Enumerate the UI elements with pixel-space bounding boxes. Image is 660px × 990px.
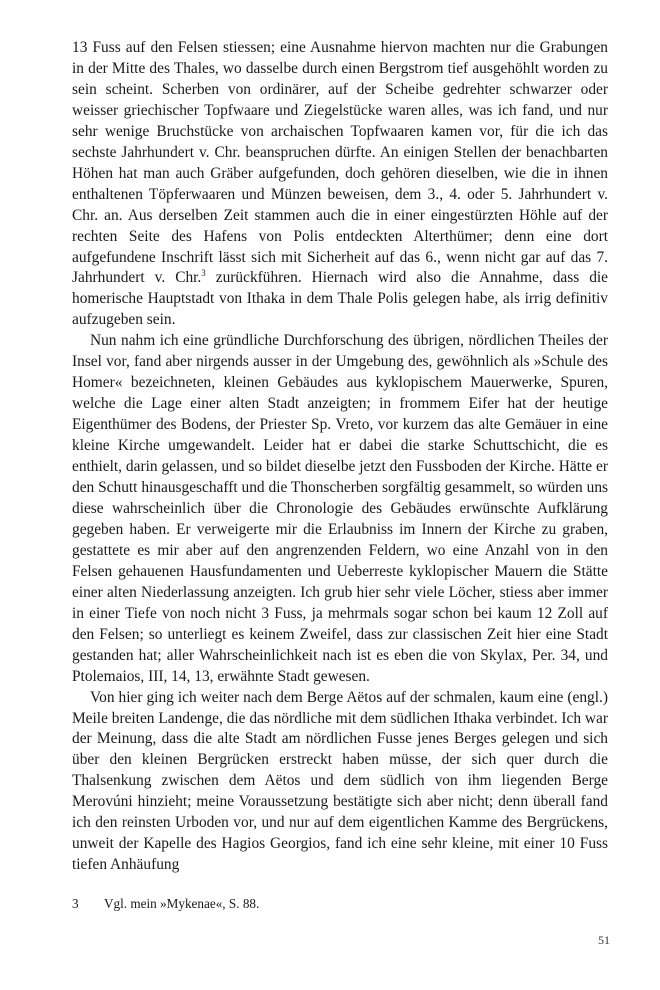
paragraph-3: Von hier ging ich weiter nach dem Berge Aëtos auf der schmalen, kaum eine (engl.) Meile breiten Landenge, die das nördliche mit dem südlichen Ithaka verbindet. Ich war der Meinung, dass die alte Stadt am nördlichen Fusse jenes Berges gelegen und sich über den kleinen Bergrücken erstreckt haben müsse, der sich quer durch die Thalsenkung zwischen dem Aëtos und dem südlich von ihm liegenden Berge Merovúni hinzieht; meine Voraussetzung bestätigte sich aber nicht; denn überall fand ich den reinsten Urboden vor, und nur auf dem eigentlichen Kamme des Bergrückens, unweit der Kapelle des Hagios Georgios, fand ich eine sehr kleine, mit einer 10 Fuss tiefen Anhäufung — [72, 688, 608, 874]
body-text — [72, 38, 608, 876]
paragraph-1 — [72, 38, 608, 331]
footnote-reference[interactable]: 3 — [201, 268, 206, 279]
paragraph-1-text-continued: zurückführen. Hiernach wird also die Annahme, dass die homerische Hauptstadt von Ithaka in dem Thale Polis gelegen habe, als irrig definitiv aufzugeben sein. — [72, 269, 608, 329]
paragraph-2: Nun nahm ich eine gründliche Durchforschung des übrigen, nördlichen Theiles der Insel vor, fand aber nirgends ausser in der Umgebung des, gewöhnlich als »Schule des Homer« bezeichneten, kleinen Gebäudes aus kyklopischem Mauerwerke, Spuren, welche die Lage einer alten Stadt anzeigten; in frommem Eifer hat der heutige Eigenthümer des Bodens, der Priester Sp. Vreto, vor kurzem das alte Gemäuer in eine kleine Kirche umgewandelt. Leider hat er dabei die starke Schuttschicht, die es enthielt, darin gelassen, und so bildet dieselbe jetzt den Fussboden der Kirche. Hätte er den Schutt hinausgeschafft und die Thonscherben sorgfältig gesammelt, so würden uns diese wahrscheinlich über die Chronologie des Gebäudes erwünschte Aufklärung gegeben haben. Er verweigerte mir die Erlaubniss im Innern der Kirche zu graben, gestattete es mir aber auf den angrenzenden Feldern, wo eine Anzahl von in den Felsen gehauenen Hausfundamenten und Ueberreste kyklopischer Mauern die Stätte einer alten Niederlassung anzeigten. Ich grub hier sehr viele Löcher, stiess aber immer in einer Tiefe von noch nicht 3 Fuss, ja mehrmals sogar schon bei kaum 12 Zoll auf den Felsen; so unterliegt es keinem Zweifel, dass zur classischen Zeit hier eine Stadt gestanden hat; aller Wahrscheinlichkeit nach ist es eben die von Skylax, Per. 34, und Ptolemaios, III, 14, 13, erwähnte Stadt gewesen. — [72, 332, 608, 685]
footnote-text: Vgl. mein »Mykenae«, S. 88. — [104, 896, 260, 911]
page-number: 51 — [598, 933, 610, 947]
footnote — [72, 896, 608, 912]
paragraph-1-text: 13 Fuss auf den Felsen stiessen; eine Ausnahme hiervon machten nur die Grabungen in der Mitte des Thales, wo dasselbe durch einen Bergstrom tief ausgehöhlt worden zu sein scheint. Scherben von ordinärer, auf der Scheibe gedrehter schwarzer oder weisser griechischer Topfwaare und Ziegelstücke waren alles, was ich fand, und nur sehr wenige Bruchstücke von archaischen Topfwaaren kamen vor, für die ich das sechste Jahrhundert v. Chr. beanspruchen dürfte. An einigen Stellen der benachbarten Höhen hat man auch Gräber aufgefunden, doch gehören dieselben, wie die in ihnen enthaltenen Töpferwaaren und Münzen beweisen, dem 3., 4. oder 5. Jahrhundert v. Chr. an. Aus derselben Zeit stammen auch die in einer eingestürzten Höhle auf der rechten Seite des Hafens von Polis entdeckten Alterthümer; denn eine dort aufgefundene Inschrift lässt sich mit Sicherheit auf das 6., wenn nicht gar auf das 7. Jahrhundert v. Chr. — [72, 39, 608, 287]
footnote-number: 3 — [72, 896, 79, 911]
